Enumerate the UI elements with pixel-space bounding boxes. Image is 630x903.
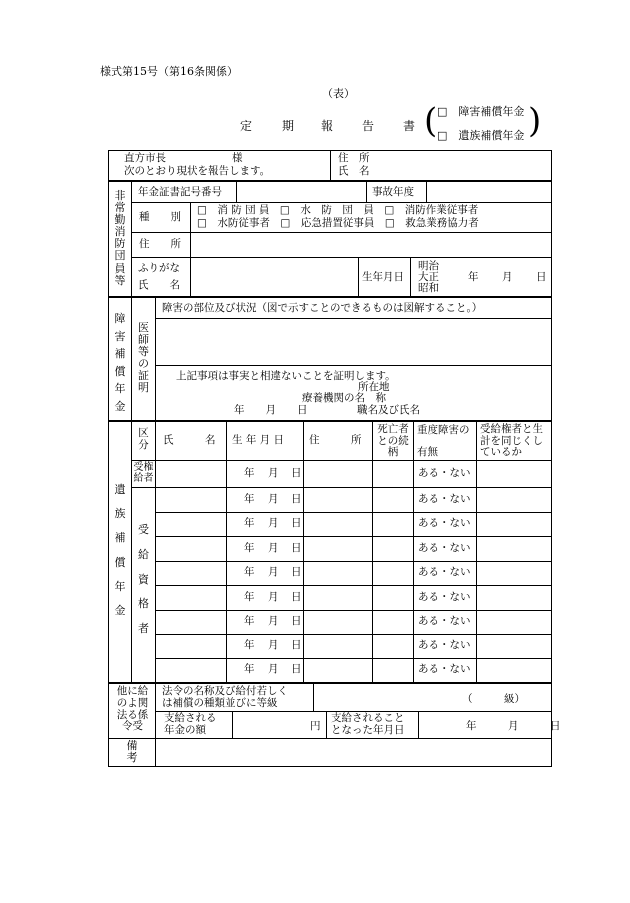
row-disability-yesno[interactable]: ある・ない [418,517,471,529]
row-day: 日 [291,466,302,479]
row-disability-yesno[interactable]: ある・ない [418,615,471,627]
certification-statement: 上記事項は事実と相違ないことを証明します。 [176,370,396,382]
furigana-label: ふりがな [138,262,180,274]
form-side: （表） [322,87,355,100]
row-year: 年 [244,615,255,627]
pension-cert-number-label: 年金証書記号番号 [138,186,222,198]
row-day: 日 [291,590,302,603]
title-char: 定 [240,119,253,133]
row-day: 日 [291,566,302,578]
row-disability-yesno[interactable]: ある・ない [418,639,471,651]
form-number: 様式第15号（第16条関係） [100,65,238,78]
reporter-name-label: 氏 名 [338,165,370,177]
row-month: 月 [268,615,279,627]
row-day: 日 [291,615,302,627]
option-disability-pension[interactable]: □ 障害補償年金 [437,105,525,118]
col-household-header: 受給権者と生 計を同じくし ているか [480,423,543,459]
accident-year-label: 事故年度 [372,186,414,198]
row-month: 月 [268,466,279,479]
row-month: 月 [268,492,279,505]
col-address-header: 住 所 [309,434,362,446]
injury-description-label: 障害の部位及び状況（図で示すことのできるものは図解すること。） [162,302,483,314]
title-char: 書 [403,119,416,133]
birth-month: 月 [502,271,513,283]
row-disability-yesno[interactable]: ある・ない [418,590,471,603]
birthdate-label: 生年月日 [362,271,404,283]
row-year: 年 [244,590,255,603]
option-survivor-pension[interactable]: □ 遺族補償年金 [437,129,525,142]
addressee-sama: 様 [232,152,243,164]
recipient-label: 受権 給者 [133,462,154,484]
certification-date: 年 月 日 [234,404,308,416]
type-options-row1[interactable]: □ 消 防 団 員 □ 水 防 団 員 □ 消防作業従事者 [197,204,479,216]
row-year: 年 [244,492,255,505]
row-day: 日 [291,517,302,529]
row-year: 年 [244,517,255,529]
law-name-label: 法令の名称及び給付若しく は補償の種類並びに等級 [162,685,288,709]
yen-unit: 円 [310,720,321,732]
row-year: 年 [244,663,255,675]
firefighter-name-label: 氏 名 [138,279,180,291]
addressee-report-text: 次のとおり現状を報告します。 [124,165,271,177]
pension-amount-label: 支給される 年金の額 [164,712,217,736]
col-relation-header: 死亡者 との続 柄 [377,423,409,459]
reporter-address-label: 住 所 [338,152,370,164]
row-month: 月 [268,566,279,578]
row-disability-yesno[interactable]: ある・ない [418,566,471,578]
birth-day: 日 [536,271,547,283]
row-disability-yesno[interactable]: ある・ない [418,466,471,479]
title-char: 期 [282,119,295,133]
institution-name-label: 療養機関の名 称 [302,392,386,404]
row-day: 日 [291,541,302,554]
era-meiji: 明治 [418,260,439,272]
grade-field: （ 級） [462,693,525,705]
row-day: 日 [291,492,302,505]
type-options-row2[interactable]: □ 水防従事者 □ 応急措置従事員 □ 救急業務協力者 [197,217,479,229]
doctor-certification-label: 医 師 等 の 証 明 [138,321,149,395]
row-year: 年 [244,566,255,578]
era-showa: 昭和 [418,282,439,294]
other-benefits-label: 他に給 のよ関 法る係 令受 [116,685,149,733]
section-survivor-pension-label: 遺 族 補 償 年 金 [114,483,126,617]
section-disability-pension-label: 障 害 補 償 年 金 [114,312,126,413]
post-and-name-label: 職名及び氏名 [357,404,420,416]
row-day: 日 [291,663,302,675]
qualified-recipients-label: 受 給 資 格 者 [138,523,149,635]
row-month: 月 [268,517,279,529]
col-name-header: 氏 名 [163,434,216,446]
row-year: 年 [244,466,255,479]
row-month: 月 [268,663,279,675]
row-disability-yesno[interactable]: ある・ない [418,492,471,505]
row-month: 月 [268,590,279,603]
firefighter-address-label: 住 所 [139,238,181,250]
title-char: 告 [362,119,375,133]
row-year: 年 [244,639,255,651]
col-disability-header-2: 有無 [417,446,438,458]
type-label: 種 別 [139,211,181,223]
remarks-label: 備 考 [126,739,138,765]
bracket-left: ( [424,101,438,141]
payment-date-field: 年 月 日 [466,720,561,732]
era-taisho: 大正 [418,271,439,283]
title-char: 報 [321,119,334,133]
row-year: 年 [244,541,255,554]
addressee-mayor: 直方市長 [124,152,166,164]
col-birth-header: 生 年 月 日 [232,434,285,446]
col-disability-header-1: 重度障害の [417,424,470,436]
row-month: 月 [268,541,279,554]
bracket-right: ) [528,101,542,141]
row-disability-yesno[interactable]: ある・ない [418,541,471,554]
payment-date-label: 支給されること となった年月日 [331,712,405,736]
birth-year: 年 [468,271,479,283]
row-month: 月 [268,639,279,651]
row-day: 日 [291,639,302,651]
institution-location-label: 所在地 [358,381,390,393]
section-volunteer-firefighter-label: 非 常 勤 消 防 団 員 等 [114,189,126,287]
row-disability-yesno[interactable]: ある・ない [418,663,471,675]
col-kubun-header: 区 分 [138,427,149,451]
